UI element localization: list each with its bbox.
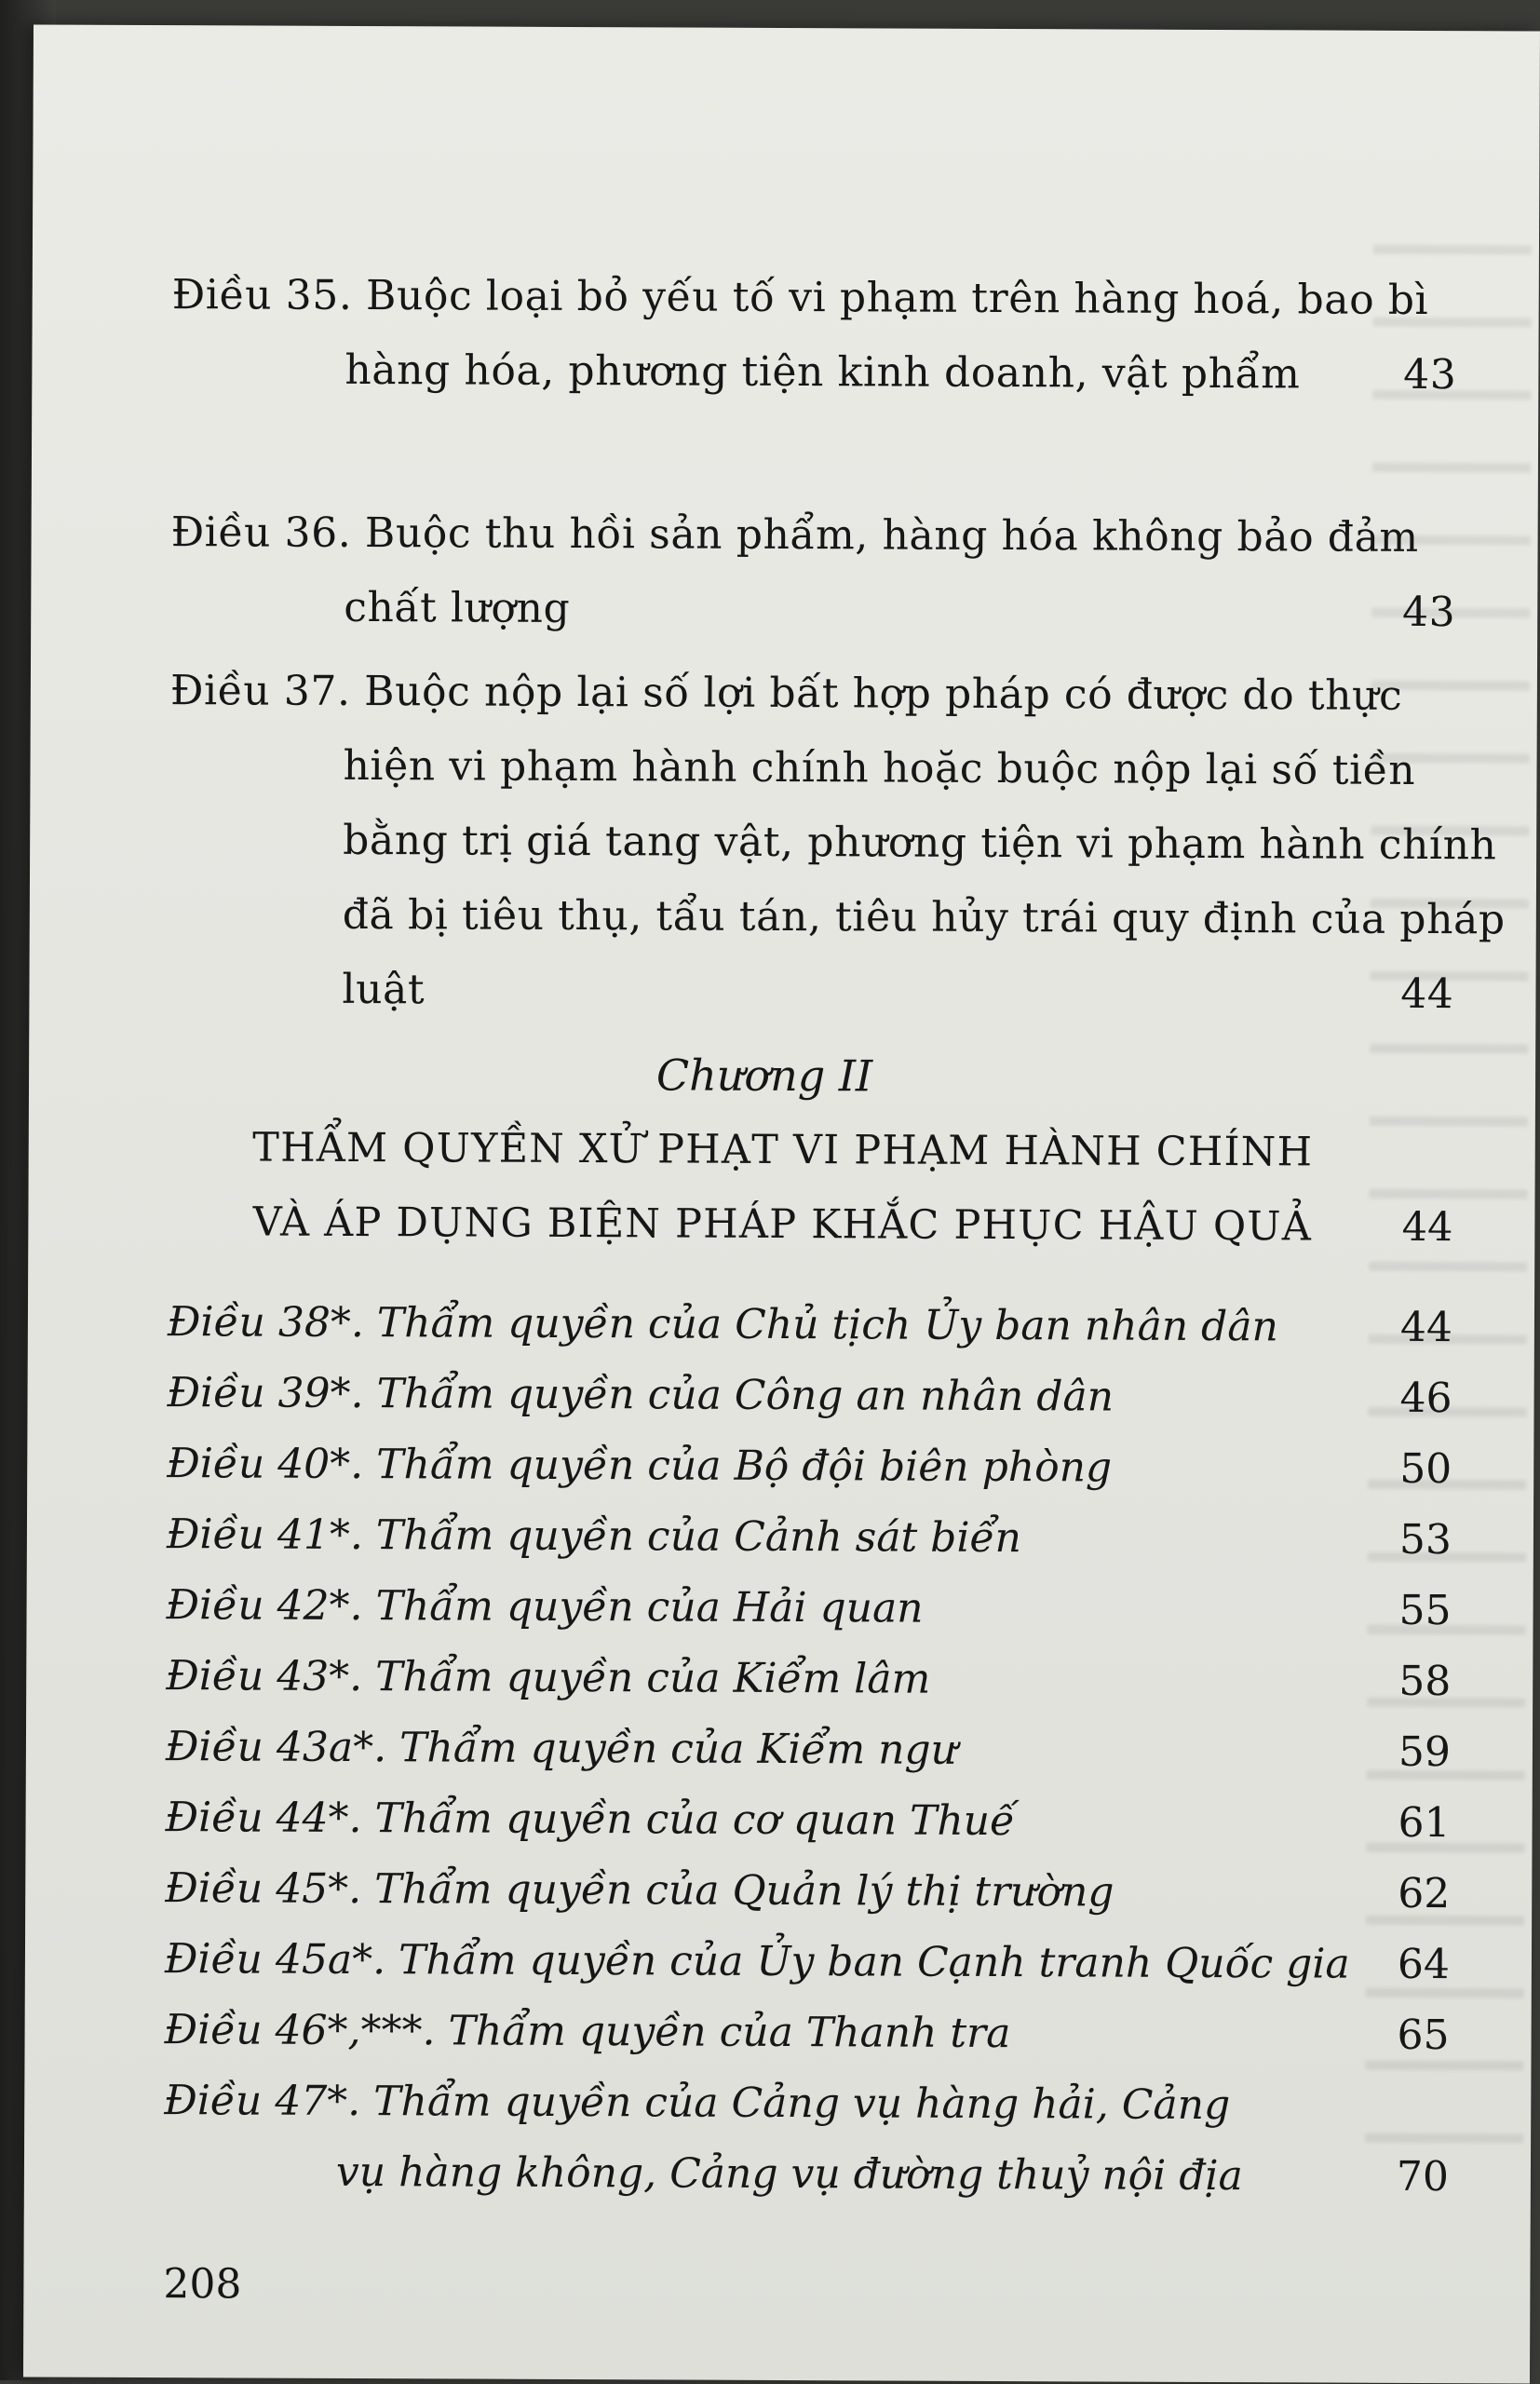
toc-entry-dieu-43a [166, 1712, 1488, 1788]
chapter-title-line-1: THẨM QUYỀN XỬ PHẠT VI PHẠM HÀNH CHÍNH [252, 1124, 1314, 1176]
toc-page-number: 46 [1399, 1374, 1452, 1423]
chapter-title [205, 1110, 1491, 1265]
toc-entry-text: Điều 45a*. Thẩm quyền của Ủy ban Cạnh tranh Quốc gia [164, 1935, 1350, 1988]
toc-page-number: 61 [1398, 1798, 1451, 1848]
toc-entry-text: Điều 43*. Thẩm quyền của Kiểm lâm [166, 1652, 931, 1703]
toc-page-number: 43 [1403, 350, 1457, 400]
toc-entry-text: Điều 36. Buộc thu hồi sản phẩm, hàng hóa không bảo đảm chất lượng [170, 508, 1419, 632]
chapter-title-line-2: VÀ ÁP DỤNG BIỆN PHÁP KHẮC PHỤC HẬU QUẢ [252, 1199, 1313, 1251]
toc-entry-text: Điều 41*. Thẩm quyền của Cảnh sát biển [166, 1510, 1021, 1563]
toc-page-number: 53 [1398, 1515, 1452, 1564]
toc-entry-text: Điều 44*. Thẩm quyền của cơ quan Thuế [165, 1794, 1016, 1846]
chapter-label: Chương II [655, 1050, 873, 1102]
toc-entry-text: Điều 38*. Thẩm quyền của Chủ tịch Ủy ban nhân dân [167, 1298, 1278, 1351]
toc-entry-text: Điều 42*. Thẩm quyền của Hải quan [166, 1581, 924, 1632]
toc-entry-dieu-46 [164, 1995, 1486, 2071]
toc-page-number: 65 [1397, 2011, 1450, 2060]
toc-entry-dieu-43 [166, 1641, 1488, 1717]
toc-entry-text: Điều 43a*. Thẩm quyền của Kiểm ngư [165, 1723, 958, 1774]
toc-entry-dieu-42 [166, 1570, 1488, 1646]
toc-entry-dieu-41 [167, 1499, 1489, 1576]
toc-entry-text: Điều 46*,***. Thẩm quyền của Thanh tra [164, 2006, 1011, 2058]
toc-page-number: 70 [1396, 2152, 1450, 2201]
toc-entry-dieu-45a [165, 1924, 1487, 2000]
book-page [23, 24, 1540, 2383]
toc-page-number: 58 [1398, 1657, 1452, 1706]
toc-entry-dieu-40 [167, 1429, 1489, 1505]
toc-entry-text-line-2: vụ hàng không, Cảng vụ đường thuỷ nội địa [335, 2147, 1243, 2201]
toc-entry-dieu-37 [169, 654, 1506, 1032]
toc-entry-text: Điều 40*. Thẩm quyền của Bộ đội biên phòng [167, 1440, 1113, 1492]
toc-page-number: 44 [1399, 1303, 1453, 1352]
toc-page-number: 62 [1398, 1869, 1451, 1918]
toc-entry-dieu-45 [165, 1853, 1487, 1930]
toc-page-number: 59 [1398, 1727, 1452, 1777]
toc-entry-dieu-36 [170, 495, 1493, 650]
toc-entry-text: Điều 37. Buộc nộp lại số lợi bất hợp pháp có được do thực hiện vi phạm hành chính hoặc buộc nộp lại số tiền bằng trị giá tang vật, phương tiện vi phạm hành chính đã bị tiêu thụ, tẩu tán, tiêu hủy trái quy định của pháp luật [169, 667, 1506, 1014]
toc-entry-dieu-38 [168, 1287, 1490, 1363]
toc-page-number: 43 [1401, 588, 1456, 637]
toc-page-number: 64 [1397, 1940, 1451, 1989]
toc-entry-text-line-1: Điều 47*. Thẩm quyền của Cảng vụ hàng hải, Cảng [164, 2077, 1231, 2130]
toc-entry-text: Điều 35. Buộc loại bỏ yếu tố vi phạm trên hàng hoá, bao bì hàng hóa, phương tiện kinh doanh, vật phẩm [171, 271, 1429, 399]
toc-entry-dieu-39 [167, 1358, 1489, 1434]
toc-entry-dieu-44 [165, 1782, 1487, 1859]
toc-entry-text: Điều 39*. Thẩm quyền của Công an nhân dân [167, 1369, 1114, 1421]
toc-page-number: 50 [1399, 1444, 1452, 1494]
toc-page-number: 44 [1400, 969, 1454, 1019]
toc-page-number: 55 [1398, 1586, 1452, 1635]
toc-page-number: 44 [1401, 1203, 1453, 1252]
page-folio: 208 [163, 2260, 242, 2309]
toc-entry-dieu-35 [171, 258, 1494, 413]
toc-entry-dieu-47 [164, 2066, 1487, 2213]
toc-entry-text: Điều 45*. Thẩm quyền của Quản lý thị trường [165, 1864, 1114, 1917]
